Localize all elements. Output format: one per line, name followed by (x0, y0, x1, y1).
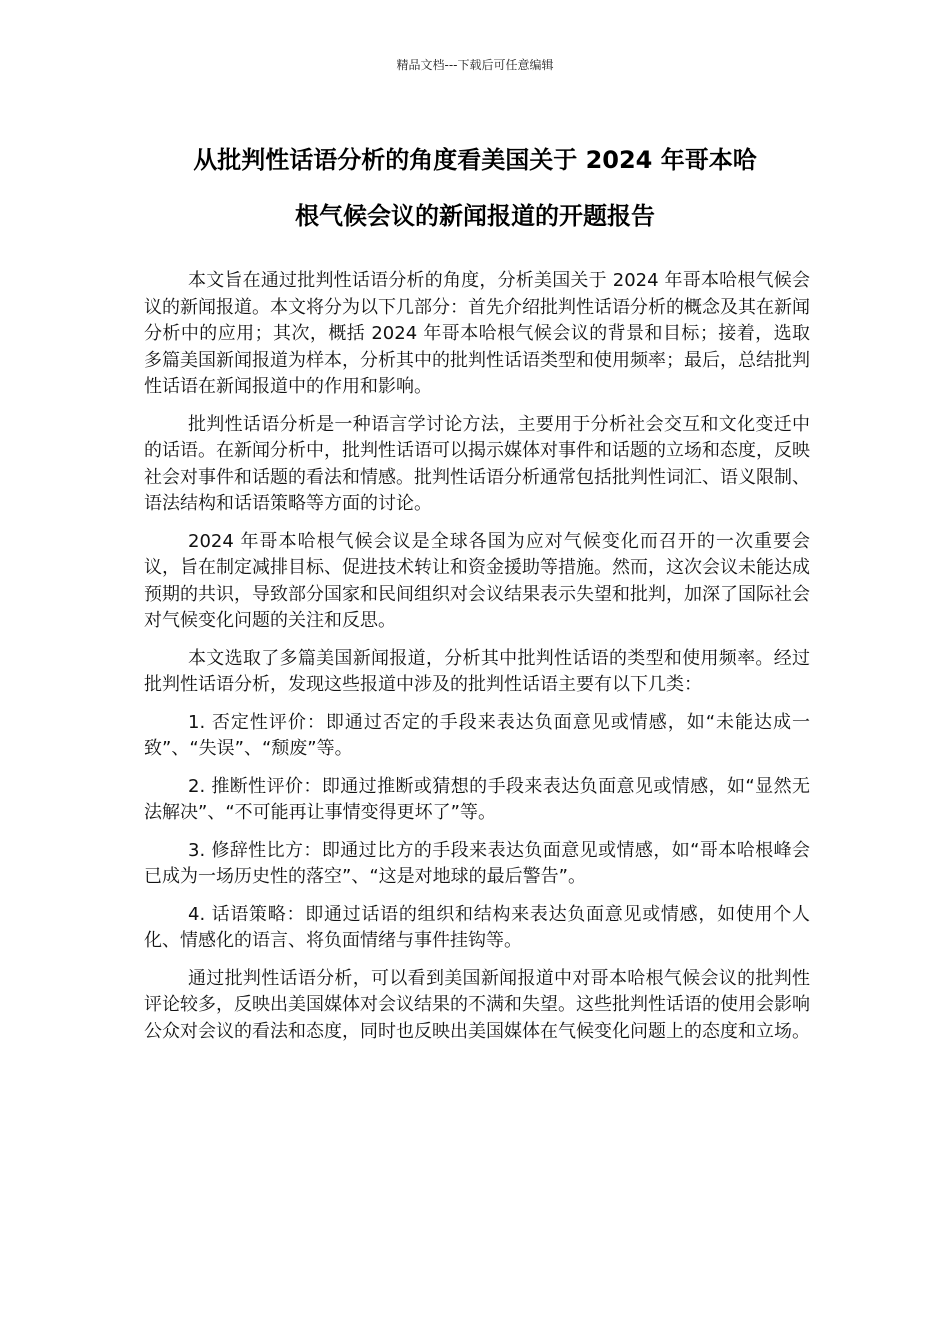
document-body (144, 268, 810, 1056)
paragraph-cda-definition: 批判性话语分析是一种语言学讨论方法，主要用于分析社会交互和文化变迁中的话语。在新闻分析中，批判性话语可以揭示媒体对事件和话题的立场和态度，反映社会对事件和话题的看法和情感。批判性话语分析通常包括批判性词汇、语义限制、语法结构和话语策略等方面的讨论。 (144, 413, 810, 514)
list-item-rhetorical-metaphor: 3. 修辞性比方：即通过比方的手段来表达负面意见或情感，如“哥本哈根峰会已成为一场历史性的落空”、“这是对地球的最后警告”。 (144, 839, 810, 887)
paragraph-sample-analysis: 本文选取了多篇美国新闻报道，分析其中批判性话语的类型和使用频率。经过批判性话语分析，发现这些报道中涉及的批判性话语主要有以下几类： (144, 647, 810, 695)
title-line-1: 从批判性话语分析的角度看美国关于 2024 年哥本哈 (193, 146, 757, 174)
paragraph-conclusion: 通过批判性话语分析，可以看到美国新闻报道中对哥本哈根气候会议的批判性评论较多，反映出美国媒体对会议结果的不满和失望。这些批判性话语的使用会影响公众对会议的看法和态度，同时也反映出美国媒体在气候变化问题上的态度和立场。 (144, 967, 810, 1042)
list-item-inferential-evaluation: 2. 推断性评价：即通过推断或猜想的手段来表达负面意见或情感，如“显然无法解决”、“不可能再让事情变得更坏了”等。 (144, 775, 810, 823)
paragraph-conference-background: 2024 年哥本哈根气候会议是全球各国为应对气候变化而召开的一次重要会议，旨在制定减排目标、促进技术转让和资金援助等措施。然而，这次会议未能达成预期的共识，导致部分国家和民间组织对会议结果表示失望和批判，加深了国际社会对气候变化问题的关注和反思。 (144, 530, 810, 631)
list-item-discourse-strategy: 4. 话语策略：即通过话语的组织和结构来表达负面意见或情感，如使用个人化、情感化的语言、将负面情绪与事件挂钩等。 (144, 903, 810, 951)
title-line-2: 根气候会议的新闻报道的开题报告 (295, 202, 655, 230)
document-title (120, 132, 830, 244)
paragraph-intro: 本文旨在通过批判性话语分析的角度，分析美国关于 2024 年哥本哈根气候会议的新闻报道。本文将分为以下几部分：首先介绍批判性话语分析的概念及其在新闻分析中的应用；其次，概括 2024 年哥本哈根气候会议的背景和目标；接着，选取多篇美国新闻报道为样本，分析其中的批判性话语类型和使用频率；最后，总结批判性话语在新闻报道中的作用和影响。 (144, 270, 810, 397)
header-note: 精品文档---下载后可任意编辑 (396, 58, 554, 72)
list-item-negative-evaluation: 1. 否定性评价：即通过否定的手段来表达负面意见或情感，如“未能达成一致”、“失误”、“颓废”等。 (144, 711, 810, 759)
